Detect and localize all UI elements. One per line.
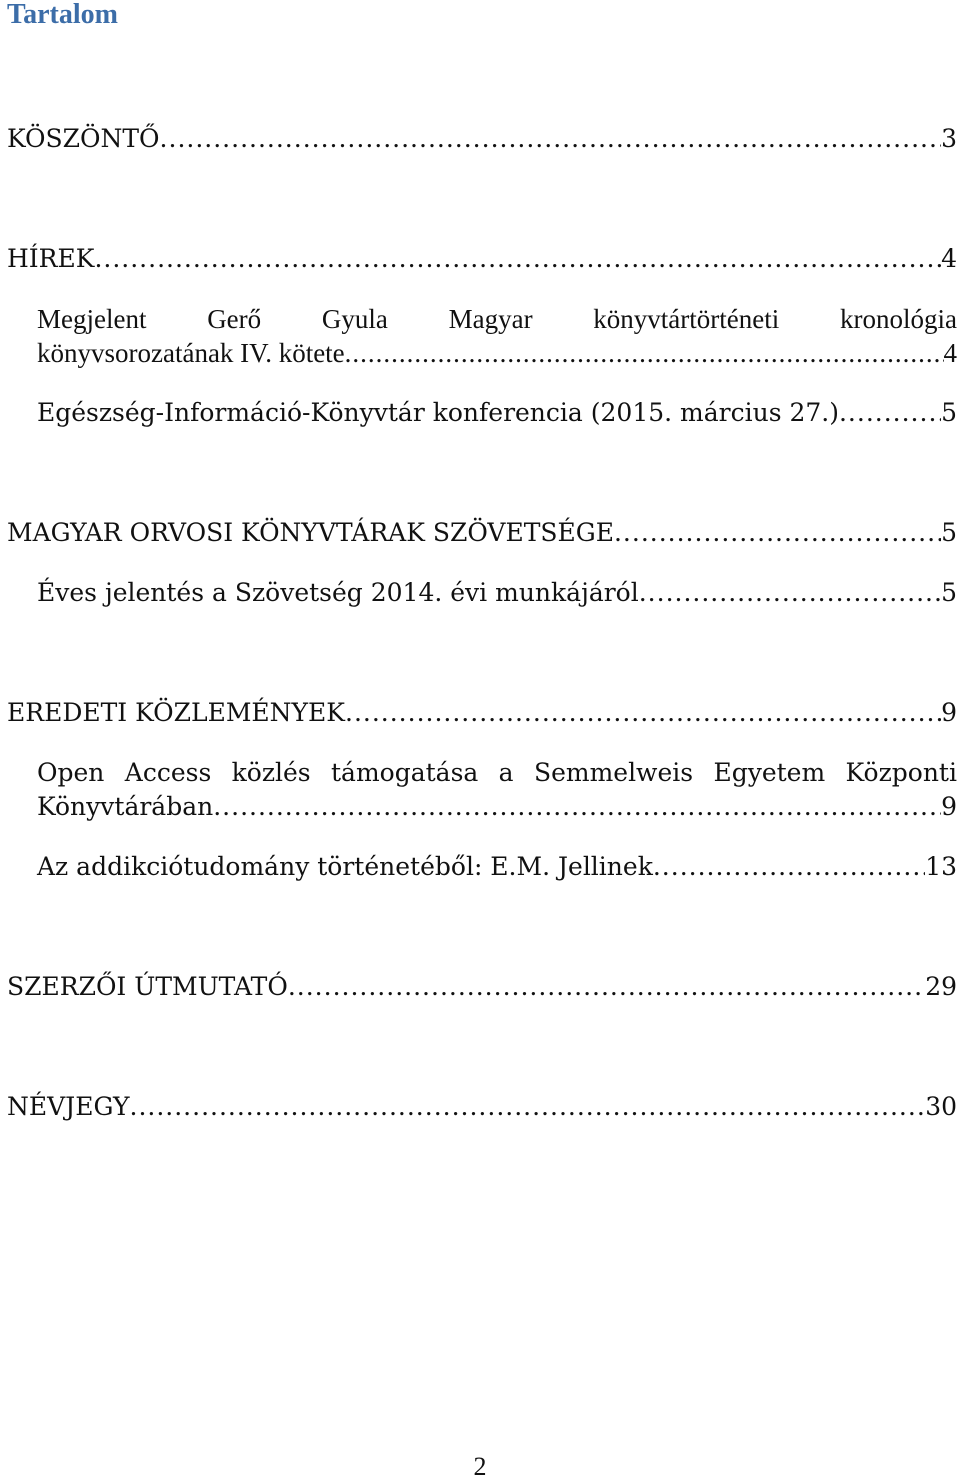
toc-entry-hirek-1[interactable]: [37, 334, 957, 368]
toc-word: Access: [124, 758, 212, 787]
toc-title: Tartalom: [7, 0, 118, 30]
dot-leader: [288, 972, 925, 1002]
toc-word: Gyula: [321, 304, 388, 334]
dot-leader: [639, 578, 941, 608]
dot-leader: [614, 518, 941, 548]
toc-entry-szerzoi[interactable]: [7, 968, 957, 1002]
toc-entry-hirek-1-line1[interactable]: [37, 300, 957, 334]
toc-word: a: [498, 758, 514, 787]
toc-page-number: 5: [941, 578, 957, 607]
toc-entry-text: NÉVJEGY: [7, 1092, 130, 1121]
toc-page-number: 13: [925, 852, 957, 881]
toc-entry-mok-1[interactable]: [37, 574, 957, 608]
toc-page-number: 30: [925, 1092, 957, 1121]
toc-entry-text: Egészség-Információ-Könyvtár konferencia (2015. március 27.): [37, 398, 839, 427]
toc-word: kronológia: [839, 304, 957, 334]
toc-word: könyvtártörténeti: [593, 304, 780, 334]
toc-word: Semmelweis: [533, 758, 694, 787]
toc-page-number: 5: [941, 398, 957, 427]
toc-word: Open: [37, 758, 105, 787]
toc-word: Központi: [845, 758, 957, 787]
dot-leader: [345, 338, 944, 368]
toc-page-number: 29: [925, 972, 957, 1001]
toc-entry-hirek-2[interactable]: [37, 394, 957, 428]
toc-entry-text: MAGYAR ORVOSI KÖNYVTÁRAK SZÖVETSÉGE: [7, 518, 614, 547]
toc-entry-text: HÍREK: [7, 244, 95, 273]
toc-entry-eredeti-2[interactable]: [37, 848, 957, 882]
toc-entry-hirek[interactable]: [7, 240, 957, 274]
toc-page-number: 3: [941, 124, 957, 153]
toc-entry-text: EREDETI KÖZLEMÉNYEK: [7, 698, 345, 727]
dot-leader: [160, 124, 942, 154]
toc-word: Egyetem: [713, 758, 826, 787]
toc-entry-text: KÖSZÖNTŐ: [7, 124, 160, 153]
dot-leader: [130, 1092, 926, 1122]
dot-leader: [839, 398, 941, 428]
toc-entry-mok[interactable]: [7, 514, 957, 548]
toc-page-number: 9: [941, 792, 957, 821]
toc-page-number: 4: [941, 244, 957, 273]
toc-entry-eredeti-1-line1[interactable]: [37, 754, 957, 788]
toc-page-number: 5: [941, 518, 957, 547]
dot-leader: [94, 244, 941, 274]
toc-entry-nevjegy[interactable]: [7, 1088, 957, 1122]
toc-word: Magyar: [448, 304, 533, 334]
toc-entry-koszonto[interactable]: [7, 120, 957, 154]
toc-page-number: 4: [943, 338, 957, 368]
toc-entry-text: Könyvtárában: [37, 792, 214, 821]
toc-page-number: 9: [941, 698, 957, 727]
dot-leader: [213, 792, 941, 822]
toc-word: Gerő: [207, 304, 262, 334]
page-footer-number: 2: [473, 1452, 487, 1481]
toc-word: támogatása: [331, 758, 479, 787]
dot-leader: [345, 698, 941, 728]
toc-entry-text: SZERZŐI ÚTMUTATÓ: [7, 972, 288, 1001]
toc-entry-text: Az addikciótudomány történetéből: E.M. Jellinek: [37, 852, 653, 881]
toc-word: közlés: [231, 758, 311, 787]
toc-entry-eredeti-1[interactable]: [37, 788, 957, 822]
toc-word: Megjelent: [37, 304, 147, 334]
dot-leader: [653, 852, 925, 882]
toc-entry-text: Éves jelentés a Szövetség 2014. évi munkájáról: [37, 578, 639, 607]
toc-entry-text: könyvsorozatának IV. kötete: [37, 338, 345, 368]
toc-entry-eredeti[interactable]: [7, 694, 957, 728]
